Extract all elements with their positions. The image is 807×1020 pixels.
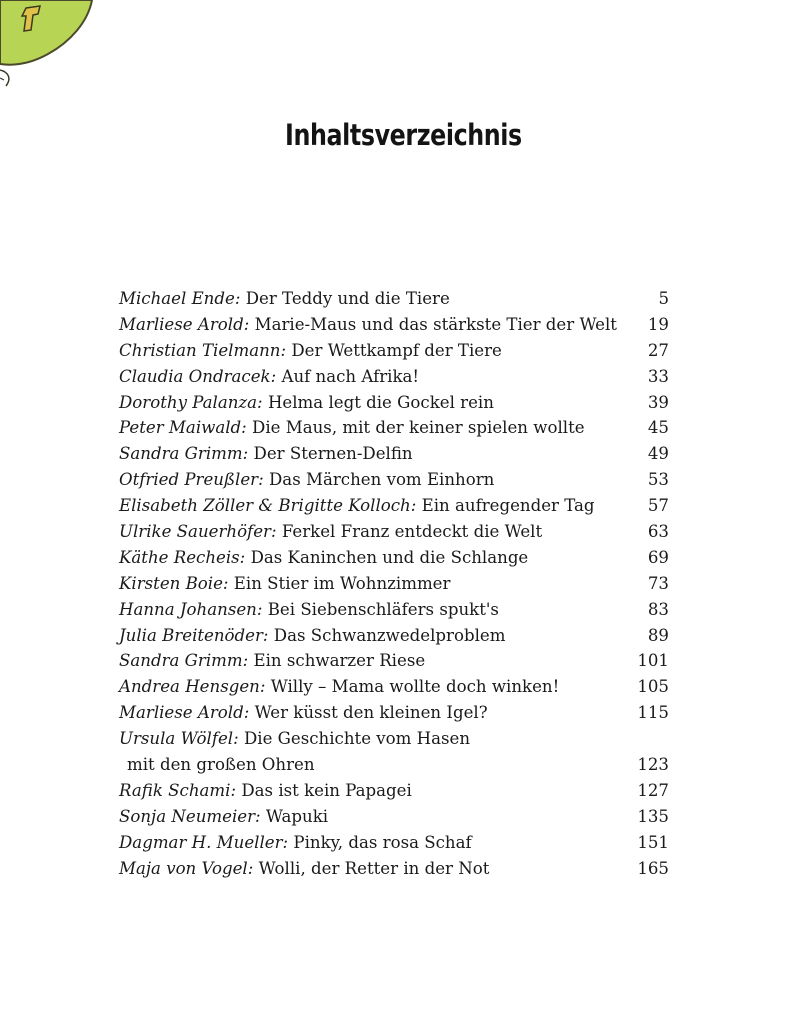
toc-entry bbox=[119, 778, 669, 804]
toc-story-title: Die Geschichte vom Hasen bbox=[243, 729, 471, 749]
toc-entry bbox=[119, 597, 669, 623]
toc-story-title: Bei Siebenschläfers spukt's bbox=[267, 599, 499, 619]
toc-page-number: 49 bbox=[647, 444, 669, 464]
toc-entry-text bbox=[119, 623, 629, 649]
toc-story-title: Wolli, der Retter in der Not bbox=[258, 858, 490, 878]
toc-author: Ursula Wölfel: bbox=[119, 729, 239, 749]
toc-entry-text bbox=[119, 597, 629, 623]
toc-story-title: Ein schwarzer Riese bbox=[253, 651, 426, 671]
toc-entry-text bbox=[119, 415, 629, 441]
toc-entry-text bbox=[119, 830, 629, 856]
toc-story-title: Der Teddy und die Tiere bbox=[245, 289, 450, 308]
toc-page-number: 63 bbox=[647, 522, 669, 542]
toc-story-title: Pinky, das rosa Schaf bbox=[293, 832, 472, 852]
toc-author: Rafik Schami: bbox=[119, 780, 237, 800]
toc-page-number: 101 bbox=[637, 651, 669, 671]
toc-story-title: Der Sternen-Delfin bbox=[253, 444, 413, 464]
toc-entry bbox=[119, 856, 669, 882]
toc-page-number: 83 bbox=[647, 599, 669, 619]
toc-page-number: 115 bbox=[637, 703, 669, 723]
toc-entry-text bbox=[119, 364, 629, 390]
toc-entry-text bbox=[119, 648, 629, 674]
toc-entry-text bbox=[119, 493, 629, 519]
toc-page-number: 165 bbox=[637, 858, 669, 878]
toc-entry bbox=[119, 700, 669, 726]
toc-entry bbox=[119, 726, 669, 752]
toc-entry bbox=[119, 415, 669, 441]
toc-entry-text bbox=[119, 441, 629, 467]
sketch-line bbox=[0, 78, 4, 80]
toc-page-number: 5 bbox=[658, 289, 669, 308]
toc-entry bbox=[119, 286, 669, 312]
toc-author: Michael Ende: bbox=[119, 289, 241, 308]
toc-story-title: Das Schwanzwedelproblem bbox=[273, 625, 506, 645]
toc-story-title: Das Märchen vom Einhorn bbox=[269, 470, 495, 490]
toc-entry-text bbox=[119, 571, 629, 597]
toc-entry bbox=[119, 519, 669, 545]
toc-author: Marliese Arold: bbox=[119, 314, 250, 334]
toc-author: Ulrike Sauerhöfer: bbox=[119, 522, 277, 542]
toc-page-number: 73 bbox=[647, 573, 669, 593]
toc-story-title: Wapuki bbox=[265, 806, 329, 826]
toc-story-title: Marie-Maus und das stärkste Tier der Welt bbox=[254, 314, 617, 334]
toc-author: Claudia Ondracek: bbox=[119, 366, 277, 386]
toc-story-title: Die Maus, mit der keiner spielen wollte bbox=[252, 418, 585, 438]
toc-page-number: 135 bbox=[637, 806, 669, 826]
toc-page-number: 123 bbox=[637, 755, 669, 775]
toc-author: Sandra Grimm: bbox=[119, 444, 249, 464]
toc-author: Kirsten Boie: bbox=[119, 573, 229, 593]
toc-author: Sandra Grimm: bbox=[119, 651, 249, 671]
toc-entry bbox=[119, 674, 669, 700]
toc-author: Dorothy Palanza: bbox=[119, 392, 263, 412]
toc-entry-text bbox=[119, 390, 629, 416]
toc-entry-text bbox=[119, 804, 629, 830]
toc-entry bbox=[119, 441, 669, 467]
toc-story-title: Ferkel Franz entdeckt die Welt bbox=[281, 522, 543, 542]
toc-entry-text bbox=[119, 726, 629, 752]
toc-entry-text bbox=[119, 312, 629, 338]
toc-page-number: 53 bbox=[647, 470, 669, 490]
toc-entry bbox=[119, 545, 669, 571]
toc-author: Peter Maiwald: bbox=[119, 418, 247, 438]
toc-author: Christian Tielmann: bbox=[119, 340, 287, 360]
toc-author: Otfried Preußler: bbox=[119, 470, 264, 490]
corner-illustration bbox=[0, 0, 110, 95]
toc-story-title: Der Wettkampf der Tiere bbox=[291, 340, 502, 360]
toc-author: Hanna Johansen: bbox=[119, 599, 263, 619]
toc-author: Maja von Vogel: bbox=[119, 858, 254, 878]
toc-author: Elisabeth Zöller & Brigitte Kolloch: bbox=[119, 496, 417, 516]
leaf-shape bbox=[0, 0, 92, 65]
toc-entry-text bbox=[119, 286, 629, 312]
toc-page-number: 19 bbox=[647, 314, 669, 334]
toc-entry-text bbox=[119, 752, 629, 778]
toc-entry-text bbox=[119, 674, 629, 700]
toc-page-number: 33 bbox=[647, 366, 669, 386]
toc-page-number: 69 bbox=[647, 547, 669, 567]
toc-entry-text bbox=[119, 467, 629, 493]
toc-entry bbox=[119, 467, 669, 493]
toc-entry-text bbox=[119, 778, 629, 804]
toc-entry bbox=[119, 364, 669, 390]
toc-story-title: Wer küsst den kleinen Igel? bbox=[254, 703, 488, 723]
toc-entry bbox=[119, 804, 669, 830]
toc-entry bbox=[119, 312, 669, 338]
toc-page-number: 27 bbox=[647, 340, 669, 360]
toc-entry bbox=[119, 338, 669, 364]
toc-entry bbox=[119, 390, 669, 416]
toc-story-title: Helma legt die Gockel rein bbox=[267, 392, 494, 412]
toc-entry bbox=[119, 648, 669, 674]
toc-entry-text bbox=[119, 856, 629, 882]
toc-story-title: Ein Stier im Wohnzimmer bbox=[233, 573, 451, 593]
toc-entry-text bbox=[119, 545, 629, 571]
toc-author: Dagmar H. Mueller: bbox=[119, 832, 289, 852]
toc-entry bbox=[119, 623, 669, 649]
toc-story-title: mit den großen Ohren bbox=[127, 755, 315, 775]
toc-entry bbox=[119, 493, 669, 519]
toc-page-number: 151 bbox=[637, 832, 669, 852]
toc-entry-text bbox=[119, 700, 629, 726]
toc-author: Julia Breitenöder: bbox=[119, 625, 269, 645]
toc-story-title: Das Kaninchen und die Schlange bbox=[250, 547, 529, 567]
page-title: Inhaltsverzeichnis bbox=[285, 118, 522, 152]
toc-entry bbox=[119, 571, 669, 597]
toc-author: Andrea Hensgen: bbox=[119, 677, 266, 697]
toc-entry bbox=[119, 752, 669, 778]
toc-story-title: Das ist kein Papagei bbox=[241, 780, 412, 800]
toc-entry-text bbox=[119, 338, 629, 364]
toc-entry-text bbox=[119, 519, 629, 545]
toc-page-number: 39 bbox=[647, 392, 669, 412]
toc-story-title: Willy – Mama wollte doch winken! bbox=[270, 677, 560, 697]
toc-entry bbox=[119, 830, 669, 856]
table-of-contents bbox=[119, 286, 669, 881]
toc-author: Käthe Recheis: bbox=[119, 547, 246, 567]
toc-author: Marliese Arold: bbox=[119, 703, 250, 723]
toc-author: Sonja Neumeier: bbox=[119, 806, 261, 826]
toc-page-number: 89 bbox=[647, 625, 669, 645]
toc-story-title: Ein aufregender Tag bbox=[421, 496, 595, 516]
toc-page-number: 105 bbox=[637, 677, 669, 697]
toc-page-number: 57 bbox=[647, 496, 669, 516]
toc-page-number: 127 bbox=[637, 780, 669, 800]
toc-story-title: Auf nach Afrika! bbox=[281, 366, 420, 386]
toc-page-number: 45 bbox=[647, 418, 669, 438]
